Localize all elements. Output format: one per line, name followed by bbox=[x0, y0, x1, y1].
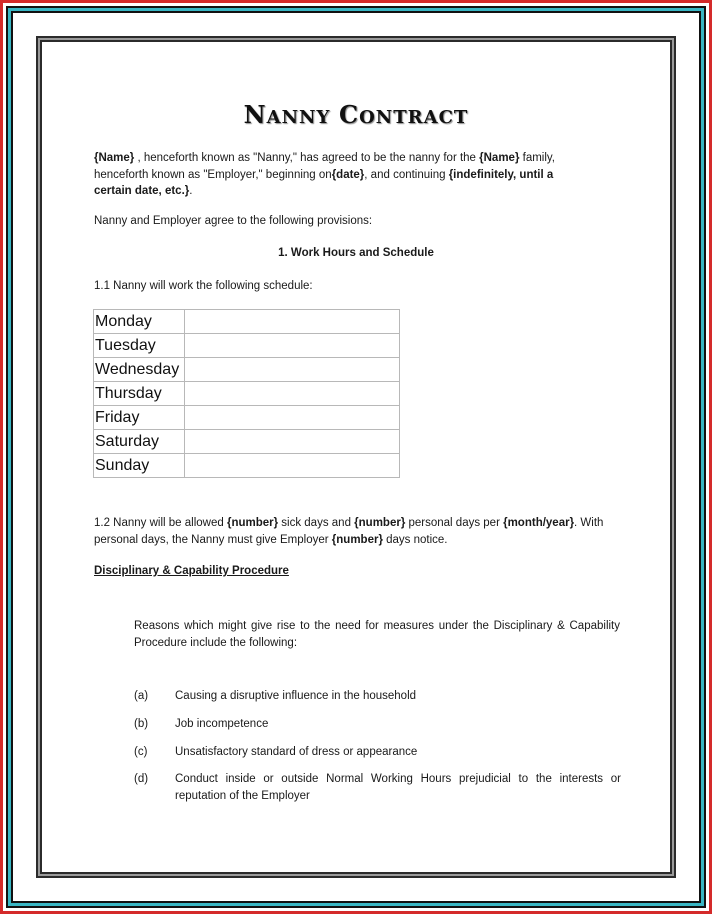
day-cell: Thursday bbox=[94, 382, 185, 406]
list-item-label: (b) bbox=[134, 718, 149, 730]
table-row bbox=[94, 382, 400, 406]
document-page bbox=[40, 40, 672, 874]
table-row bbox=[94, 406, 400, 430]
day-cell: Tuesday bbox=[94, 334, 185, 358]
schedule-intro: 1.1 Nanny will work the following schedule: bbox=[94, 280, 313, 292]
personal-days-placeholder: {number} bbox=[354, 517, 406, 529]
leave-paragraph: 1.2 Nanny will be allowed {number} sick days and {number} personal days per {month/year}. With personal days, the Nanny must give Employer {number} days notice. bbox=[94, 517, 604, 546]
family-name-placeholder: {Name} bbox=[479, 152, 520, 164]
section-heading-work-hours: 1. Work Hours and Schedule bbox=[278, 247, 434, 259]
list-item-label: (a) bbox=[134, 690, 149, 702]
nanny-name-placeholder: {Name} bbox=[94, 152, 135, 164]
sick-days-placeholder: {number} bbox=[226, 517, 279, 529]
day-cell: Monday bbox=[94, 310, 185, 334]
list-item-text: Conduct inside or outside Normal Working Hours prejudicial to the interests or reputation of the Employer bbox=[175, 773, 621, 802]
day-cell: Friday bbox=[94, 406, 185, 430]
hours-cell bbox=[185, 406, 400, 430]
hours-cell bbox=[185, 334, 400, 358]
table-row bbox=[94, 430, 400, 454]
table-row bbox=[94, 454, 400, 478]
period-placeholder: {month/year} bbox=[503, 517, 575, 529]
list-item-label: (c) bbox=[134, 746, 148, 758]
hours-cell bbox=[185, 454, 400, 478]
document-title: NANNY CONTRACT bbox=[243, 100, 469, 129]
list-item-label: (d) bbox=[134, 773, 149, 785]
agreement-line: Nanny and Employer agree to the following provisions: bbox=[94, 215, 373, 227]
intro-paragraph: {Name} , henceforth known as "Nanny," has agreed to be the nanny for the {Name} family, henceforth known as "Employer," beginning on{date}, and continuing {indefinitely, until a certain date, etc.}. bbox=[94, 152, 556, 197]
hours-cell bbox=[185, 430, 400, 454]
reasons-intro: Reasons which might give rise to the need for measures under the Disciplinary & Capability Procedure include the following: bbox=[134, 620, 620, 649]
list-item-text: Job incompetence bbox=[175, 718, 269, 730]
list-item-text: Causing a disruptive influence in the household bbox=[175, 690, 417, 702]
day-cell: Wednesday bbox=[94, 358, 185, 382]
start-date-placeholder: {date} bbox=[331, 168, 365, 181]
notice-days-placeholder: {number} bbox=[331, 533, 383, 546]
disciplinary-heading: Disciplinary & Capability Procedure bbox=[94, 565, 289, 577]
hours-cell bbox=[185, 358, 400, 382]
schedule-table bbox=[93, 309, 400, 478]
table-row bbox=[94, 310, 400, 334]
duration-placeholder: {indefinitely, until a certain date, etc.} bbox=[94, 168, 554, 197]
day-cell: Saturday bbox=[94, 430, 185, 454]
table-row bbox=[94, 334, 400, 358]
table-row bbox=[94, 358, 400, 382]
list-item-text: Unsatisfactory standard of dress or appearance bbox=[175, 746, 418, 758]
hours-cell bbox=[185, 382, 400, 406]
day-cell: Sunday bbox=[94, 454, 185, 478]
hours-cell bbox=[185, 310, 400, 334]
